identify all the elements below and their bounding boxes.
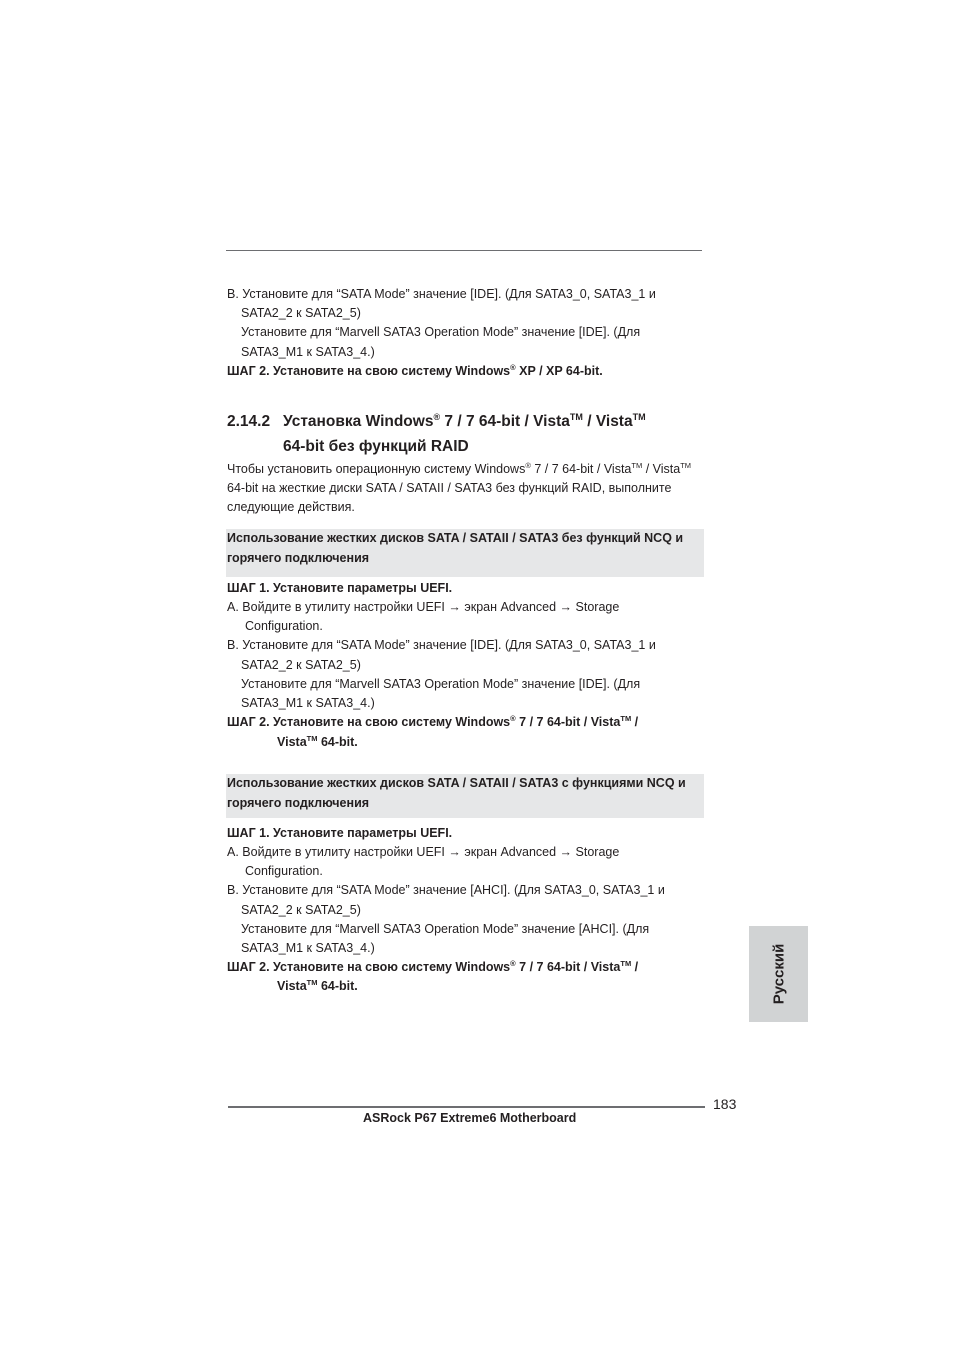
step-line: Vista™ 64-bit.	[277, 977, 358, 993]
language-tab	[749, 926, 808, 1022]
text-line: SATA3_M1 к SATA3_4.)	[241, 941, 375, 955]
band-title: горячего подключения	[227, 796, 370, 810]
text-line: SATA2_2 к SATA2_5)	[241, 903, 361, 917]
step-line: ШАГ 1. Установите параметры UEFI.	[227, 826, 453, 840]
band-title: Использование жестких дисков SATA / SATAII / SATA3 с функциями NCQ и	[227, 776, 686, 790]
text-line: B. Установите для “SATA Mode” значение [IDE]. (Для SATA3_0, SATA3_1 и	[227, 638, 656, 652]
text-line: SATA3_M1 к SATA3_4.)	[241, 696, 375, 710]
section-heading-line2: 64-bit без функций RAID	[283, 438, 469, 455]
text-line: Установите для “Marvell SATA3 Operation Mode” значение [IDE]. (Для	[241, 677, 641, 691]
text-line: SATA3_M1 к SATA3_4.)	[241, 345, 375, 359]
arrow-right-icon: →	[559, 600, 573, 614]
language-tab-label: Русский	[770, 943, 787, 1005]
band-title: горячего подключения	[227, 551, 370, 565]
text-line: Configuration.	[245, 619, 323, 633]
text-line: Установите для “Marvell SATA3 Operation Mode” значение [AHCI]. (Для	[241, 922, 650, 936]
footer-title: ASRock P67 Extreme6 Motherboard	[363, 1111, 577, 1125]
step-line: ШАГ 2. Установите на свою систему Windows® XP / XP 64-bit.	[227, 362, 603, 378]
text-line: B. Установите для “SATA Mode” значение [AHCI]. (Для SATA3_0, SATA3_1 и	[227, 883, 665, 897]
text-line: Установите для “Marvell SATA3 Operation Mode” значение [IDE]. (Для	[241, 325, 641, 339]
page-number: 183	[713, 1096, 737, 1112]
intro-line: 64-bit на жесткие диски SATA / SATAII / SATA3 без функций RAID, выполните	[227, 481, 672, 495]
footer-divider	[228, 1106, 705, 1108]
text-line: A. Войдите в утилиту настройки UEFI → экран Advanced → Storage	[227, 845, 620, 859]
arrow-right-icon: →	[559, 845, 573, 859]
top-divider	[226, 250, 702, 251]
text-line: Configuration.	[245, 864, 323, 878]
text-line: A. Войдите в утилиту настройки UEFI → экран Advanced → Storage	[227, 600, 620, 614]
section-heading: 2.14.2 Установка Windows® 7 / 7 64-bit / Vista™ / Vista™	[227, 411, 646, 430]
text-line: SATA2_2 к SATA2_5)	[241, 658, 361, 672]
text-line: B. Установите для “SATA Mode” значение [IDE]. (Для SATA3_0, SATA3_1 и	[227, 287, 656, 301]
step-line: ШАГ 1. Установите параметры UEFI.	[227, 581, 453, 595]
text-line: SATA2_2 к SATA2_5)	[241, 306, 361, 320]
arrow-right-icon: →	[448, 600, 461, 614]
intro-line: Чтобы установить операционную систему Windows® 7 / 7 64-bit / Vista™ / Vista™	[227, 460, 692, 476]
intro-line: следующие действия.	[227, 500, 355, 514]
band-title: Использование жестких дисков SATA / SATAII / SATA3 без функций NCQ и	[227, 531, 684, 545]
step-line: ШАГ 2. Установите на свою систему Windows® 7 / 7 64-bit / Vista™ /	[227, 958, 639, 974]
step-line: ШАГ 2. Установите на свою систему Windows® 7 / 7 64-bit / Vista™ /	[227, 713, 639, 729]
arrow-right-icon: →	[448, 845, 461, 859]
step-line: Vista™ 64-bit.	[277, 733, 358, 749]
